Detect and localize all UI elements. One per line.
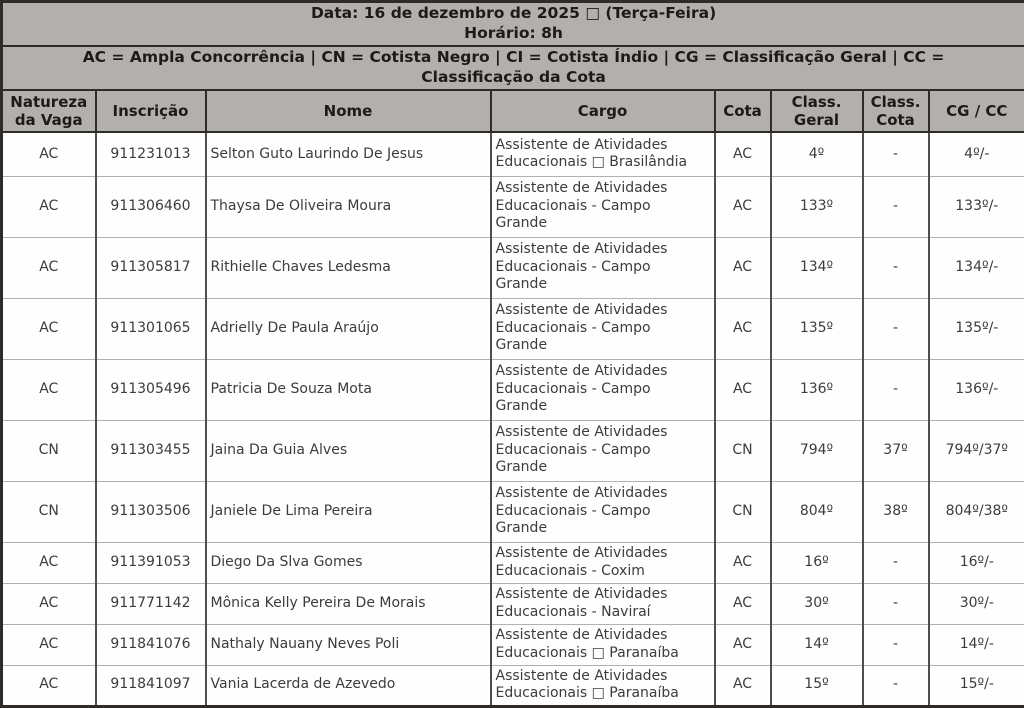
cell-class-geral: 133º: [771, 176, 863, 237]
cell-class-geral: 16º: [771, 542, 863, 583]
table-row: [2, 132, 1024, 176]
legend-cell: [2, 46, 1024, 90]
cell-class-geral: 134º: [771, 237, 863, 298]
cell-inscricao: 911305496: [96, 359, 206, 420]
cell-class-geral: 14º: [771, 624, 863, 665]
cell-inscricao: 911305817: [96, 237, 206, 298]
cell-inscricao: 911841097: [96, 665, 206, 706]
cell-cargo: Assistente de Atividades Educacionais □ Paranaíba: [491, 665, 715, 706]
cell-cota: AC: [715, 298, 771, 359]
cell-natureza-vaga: CN: [2, 481, 96, 542]
col-header-natureza-da-vaga: Natureza da Vaga: [2, 90, 96, 132]
cell-cota: CN: [715, 420, 771, 481]
cell-class-cota: -: [863, 132, 929, 176]
date-time-band: [2, 2, 1024, 47]
cell-inscricao: 911231013: [96, 132, 206, 176]
cell-nome: Mônica Kelly Pereira De Morais: [206, 583, 491, 624]
cell-natureza-vaga: AC: [2, 583, 96, 624]
table-row: [2, 542, 1024, 583]
cell-class-cota: -: [863, 359, 929, 420]
cell-natureza-vaga: CN: [2, 420, 96, 481]
col-header-class-cota: Class. Cota: [863, 90, 929, 132]
table-row: [2, 237, 1024, 298]
cell-cargo: Assistente de Atividades Educacionais - Campo Grande: [491, 481, 715, 542]
cell-cargo: Assistente de Atividades Educacionais - Campo Grande: [491, 420, 715, 481]
cell-nome: Vania Lacerda de Azevedo: [206, 665, 491, 706]
cell-nome: Thaysa De Oliveira Moura: [206, 176, 491, 237]
col-header-inscricao: Inscrição: [96, 90, 206, 132]
table-row: [2, 176, 1024, 237]
col-header-cargo: Cargo: [491, 90, 715, 132]
cell-natureza-vaga: AC: [2, 665, 96, 706]
legend-line-1: AC = Ampla Concorrência | CN = Cotista Negro | CI = Cotista Índio | CG = Classificação Geral | CC =: [5, 48, 1022, 68]
cell-cota: AC: [715, 237, 771, 298]
cell-nome: Rithielle Chaves Ledesma: [206, 237, 491, 298]
cell-cg-cc: 134º/-: [929, 237, 1024, 298]
legend-line-2: Classificação da Cota: [5, 68, 1022, 88]
cell-cota: AC: [715, 624, 771, 665]
table-row: [2, 624, 1024, 665]
cell-nome: Patricia De Souza Mota: [206, 359, 491, 420]
cell-cg-cc: 794º/37º: [929, 420, 1024, 481]
cell-natureza-vaga: AC: [2, 542, 96, 583]
cell-class-cota: -: [863, 298, 929, 359]
cell-cota: AC: [715, 542, 771, 583]
cell-class-geral: 135º: [771, 298, 863, 359]
cell-cargo: Assistente de Atividades Educacionais □ Brasilândia: [491, 132, 715, 176]
cell-cg-cc: 14º/-: [929, 624, 1024, 665]
table-row: [2, 481, 1024, 542]
cell-class-geral: 136º: [771, 359, 863, 420]
cell-class-geral: 15º: [771, 665, 863, 706]
cell-class-cota: -: [863, 176, 929, 237]
cell-class-cota: 37º: [863, 420, 929, 481]
cell-cg-cc: 16º/-: [929, 542, 1024, 583]
cell-inscricao: 911303506: [96, 481, 206, 542]
cell-class-cota: 38º: [863, 481, 929, 542]
column-header-row: [2, 90, 1024, 132]
col-header-cg-cc: CG / CC: [929, 90, 1024, 132]
cell-natureza-vaga: AC: [2, 624, 96, 665]
table-row: [2, 583, 1024, 624]
cell-cargo: Assistente de Atividades Educacionais - Campo Grande: [491, 237, 715, 298]
time-line: Horário: 8h: [5, 24, 1022, 44]
cell-class-geral: 804º: [771, 481, 863, 542]
cell-class-cota: -: [863, 583, 929, 624]
cell-cg-cc: 15º/-: [929, 665, 1024, 706]
col-header-cota: Cota: [715, 90, 771, 132]
cell-cargo: Assistente de Atividades Educacionais - Coxim: [491, 542, 715, 583]
table-row: [2, 359, 1024, 420]
cell-natureza-vaga: AC: [2, 237, 96, 298]
cell-nome: Janiele De Lima Pereira: [206, 481, 491, 542]
cell-class-geral: 30º: [771, 583, 863, 624]
cell-inscricao: 911841076: [96, 624, 206, 665]
cell-cargo: Assistente de Atividades Educacionais - Campo Grande: [491, 298, 715, 359]
cell-class-cota: -: [863, 665, 929, 706]
table-row: [2, 420, 1024, 481]
table-body: [2, 132, 1024, 706]
cell-cg-cc: 133º/-: [929, 176, 1024, 237]
cell-class-cota: -: [863, 237, 929, 298]
cell-cota: AC: [715, 583, 771, 624]
cell-cg-cc: 30º/-: [929, 583, 1024, 624]
cell-inscricao: 911303455: [96, 420, 206, 481]
cell-cota: CN: [715, 481, 771, 542]
cell-cota: AC: [715, 359, 771, 420]
date-time-cell: [2, 2, 1024, 47]
cell-cargo: Assistente de Atividades Educacionais □ Paranaíba: [491, 624, 715, 665]
cell-class-geral: 794º: [771, 420, 863, 481]
cell-cg-cc: 4º/-: [929, 132, 1024, 176]
date-line: Data: 16 de dezembro de 2025 □ (Terça-Feira): [5, 4, 1022, 24]
table-row: [2, 298, 1024, 359]
cell-inscricao: 911391053: [96, 542, 206, 583]
cell-nome: Selton Guto Laurindo De Jesus: [206, 132, 491, 176]
cell-cargo: Assistente de Atividades Educacionais - Campo Grande: [491, 359, 715, 420]
cell-cg-cc: 135º/-: [929, 298, 1024, 359]
cell-nome: Nathaly Nauany Neves Poli: [206, 624, 491, 665]
cell-inscricao: 911771142: [96, 583, 206, 624]
cell-class-geral: 4º: [771, 132, 863, 176]
cell-natureza-vaga: AC: [2, 132, 96, 176]
legend-band: [2, 46, 1024, 90]
col-header-nome: Nome: [206, 90, 491, 132]
cell-natureza-vaga: AC: [2, 298, 96, 359]
cell-cargo: Assistente de Atividades Educacionais - Campo Grande: [491, 176, 715, 237]
col-header-class-geral: Class. Geral: [771, 90, 863, 132]
cell-cg-cc: 804º/38º: [929, 481, 1024, 542]
cell-class-cota: -: [863, 624, 929, 665]
cell-class-cota: -: [863, 542, 929, 583]
cell-cargo: Assistente de Atividades Educacionais - Naviraí: [491, 583, 715, 624]
cell-inscricao: 911301065: [96, 298, 206, 359]
cell-natureza-vaga: AC: [2, 359, 96, 420]
table-row: [2, 665, 1024, 706]
cell-inscricao: 911306460: [96, 176, 206, 237]
cell-cota: AC: [715, 665, 771, 706]
cell-nome: Adrielly De Paula Araújo: [206, 298, 491, 359]
cell-cg-cc: 136º/-: [929, 359, 1024, 420]
cell-cota: AC: [715, 176, 771, 237]
cell-nome: Diego Da Slva Gomes: [206, 542, 491, 583]
cell-natureza-vaga: AC: [2, 176, 96, 237]
cell-cota: AC: [715, 132, 771, 176]
cell-nome: Jaina Da Guia Alves: [206, 420, 491, 481]
